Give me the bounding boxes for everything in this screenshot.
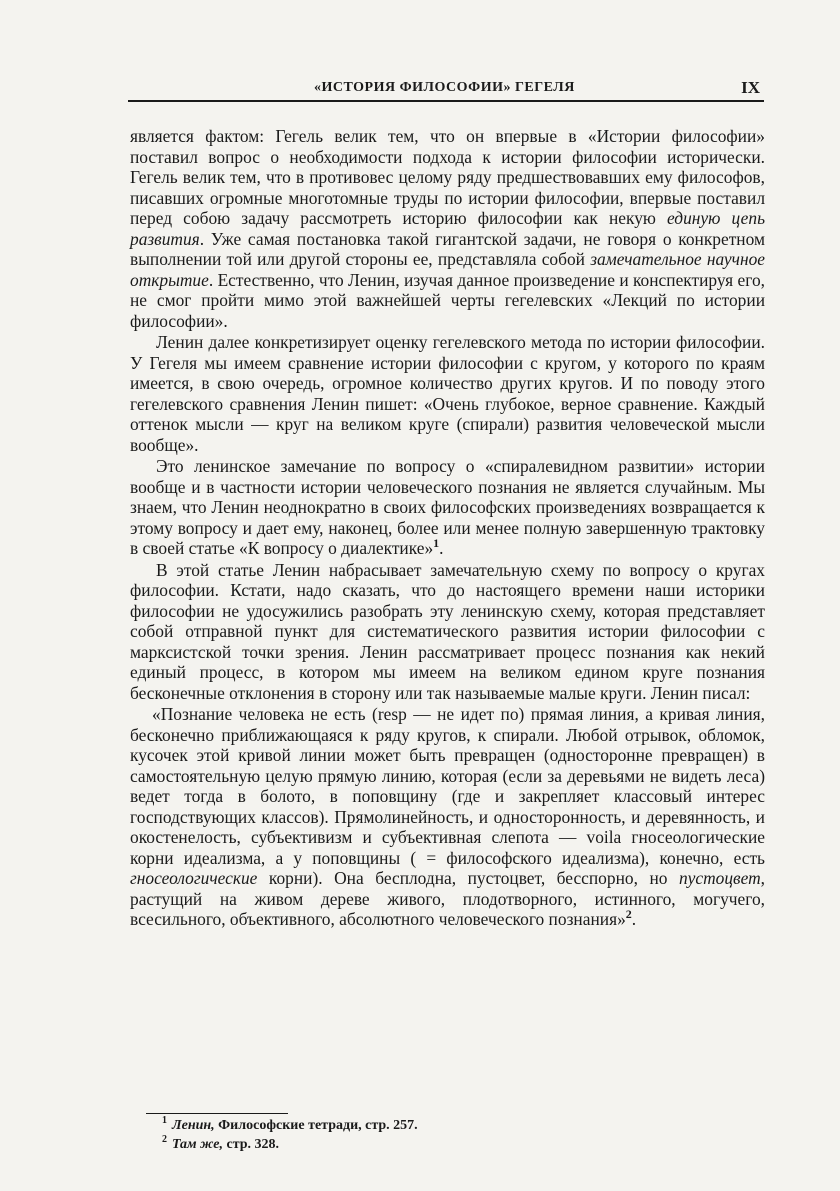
- emphasis-barren-flower: пустоцвет: [678, 868, 761, 888]
- footnote-ref-1[interactable]: 1: [433, 536, 440, 551]
- paragraph-3: Это ленинское замечание по вопросу о «спиралевидном развитии» истории вообще и в частности истории человеческого познания не является случайным. Мы знаем, что Ленин неоднократно в своих философских произведениях возвращается к этому вопросу и дает ему, наконец, более или менее полную завершенную трактовку в своей статье «К вопросу о диалектике»$^1$.: [130, 456, 765, 558]
- paragraph-quote: «Познание человека не есть (resp — не идет по) прямая линия, а кривая линия, бесконечно приближающаяся к ряду кругов, к спирали. Любой отрывок, обломок, кусочек этой кривой линии может быть превращен (односторонне превращен) в самостоятельную целую прямую линию, которая (если за деревьями не видеть леса) ведет тогда в болото, в поповщину (где и закрепляет классовый интерес господствующих классов). Прямолинейность, и односторонность, и деревянность, и окостенелость, субъективизм и субъективная слепота — voila гносеологические корни идеализма, а у поповщины ( = философского идеализма), конечно, есть гносеологические корни). Она бесплодна, пустоцвет, бесспорно, но пустоцвет, растущий на живом дереве живого, плодотворного, истинного, могучего, всесильного, объективного, абсолютного человеческого познания»$^2$.: [130, 704, 765, 929]
- paragraph-2: Ленин далее конкретизирует оценку гегелевского метода по истории философии. У Гегеля мы имеем сравнение истории философии с кругом, у которого по краям имеется, в свою очередь, огромное количество других кругов. И по поводу этого гегелевского сравнения Ленин пишет: «Очень глубокое, верное сравнение. Каждый оттенок мысли — круг на великом круге (спирали) развития человеческой мысли вообще».: [130, 332, 765, 455]
- emphasis-gnoseological: гносеологические: [130, 868, 258, 888]
- paragraph-1: является фактом: Гегель велик тем, что он впервые в «Истории философии» поставил вопрос о необходимости подхода к истории философии исторически. Гегель велик тем, что в противовес целому ряду предшествовавших ему философов, писавших огромные многотомные труды по истории философии, впервые поставил перед собою задачу рассмотреть историю философии как некую единую цепь развития. Уже самая постановка такой гигантской задачи, не говоря о конкретном выполнении той или другой стороны ее, представляла собой замечательное научное открытие. Естественно, что Ленин, изучая данное произведение и конспектируя его, не смог пройти мимо этой важнейшей черты гегелевских «Лекций по истории философии».: [130, 126, 765, 331]
- footnotes: [162, 1116, 662, 1154]
- footnote-ref-2[interactable]: 2: [625, 907, 632, 922]
- paragraph-4: В этой статье Ленин набрасывает замечательную схему по вопросу о кругах философии. Кстати, надо сказать, что до настоящего времени наши историки философии не удосужились разобрать эту ленинскую схему, которая представляет собой отправной пункт для систематического развития истории философии с марксистской точки зрения. Ленин рассматривает процесс познания как некий единый процесс, в котором мы имеем на великом едином круге познания бесконечные отклонения в сторону или так называемые малые круги. Ленин писал:: [130, 559, 765, 703]
- footnote-divider: [146, 1113, 288, 1114]
- footnote-2: $^2$ Там же, стр. 328.: [162, 1134, 280, 1152]
- running-title: «ИСТОРИЯ ФИЛОСОФИИ» ГЕГЕЛЯ: [314, 80, 575, 95]
- page-header: [128, 78, 764, 102]
- main-text: [130, 126, 765, 930]
- emphasis-chain-of-development: единую цепь развития: [130, 208, 765, 249]
- footnote-1: $^1$ Ленин, Философские тетради, стр. 257.: [162, 1115, 418, 1133]
- page-number: IX: [741, 78, 760, 97]
- emphasis-scientific-discovery: замечательное научное открытие: [130, 249, 765, 290]
